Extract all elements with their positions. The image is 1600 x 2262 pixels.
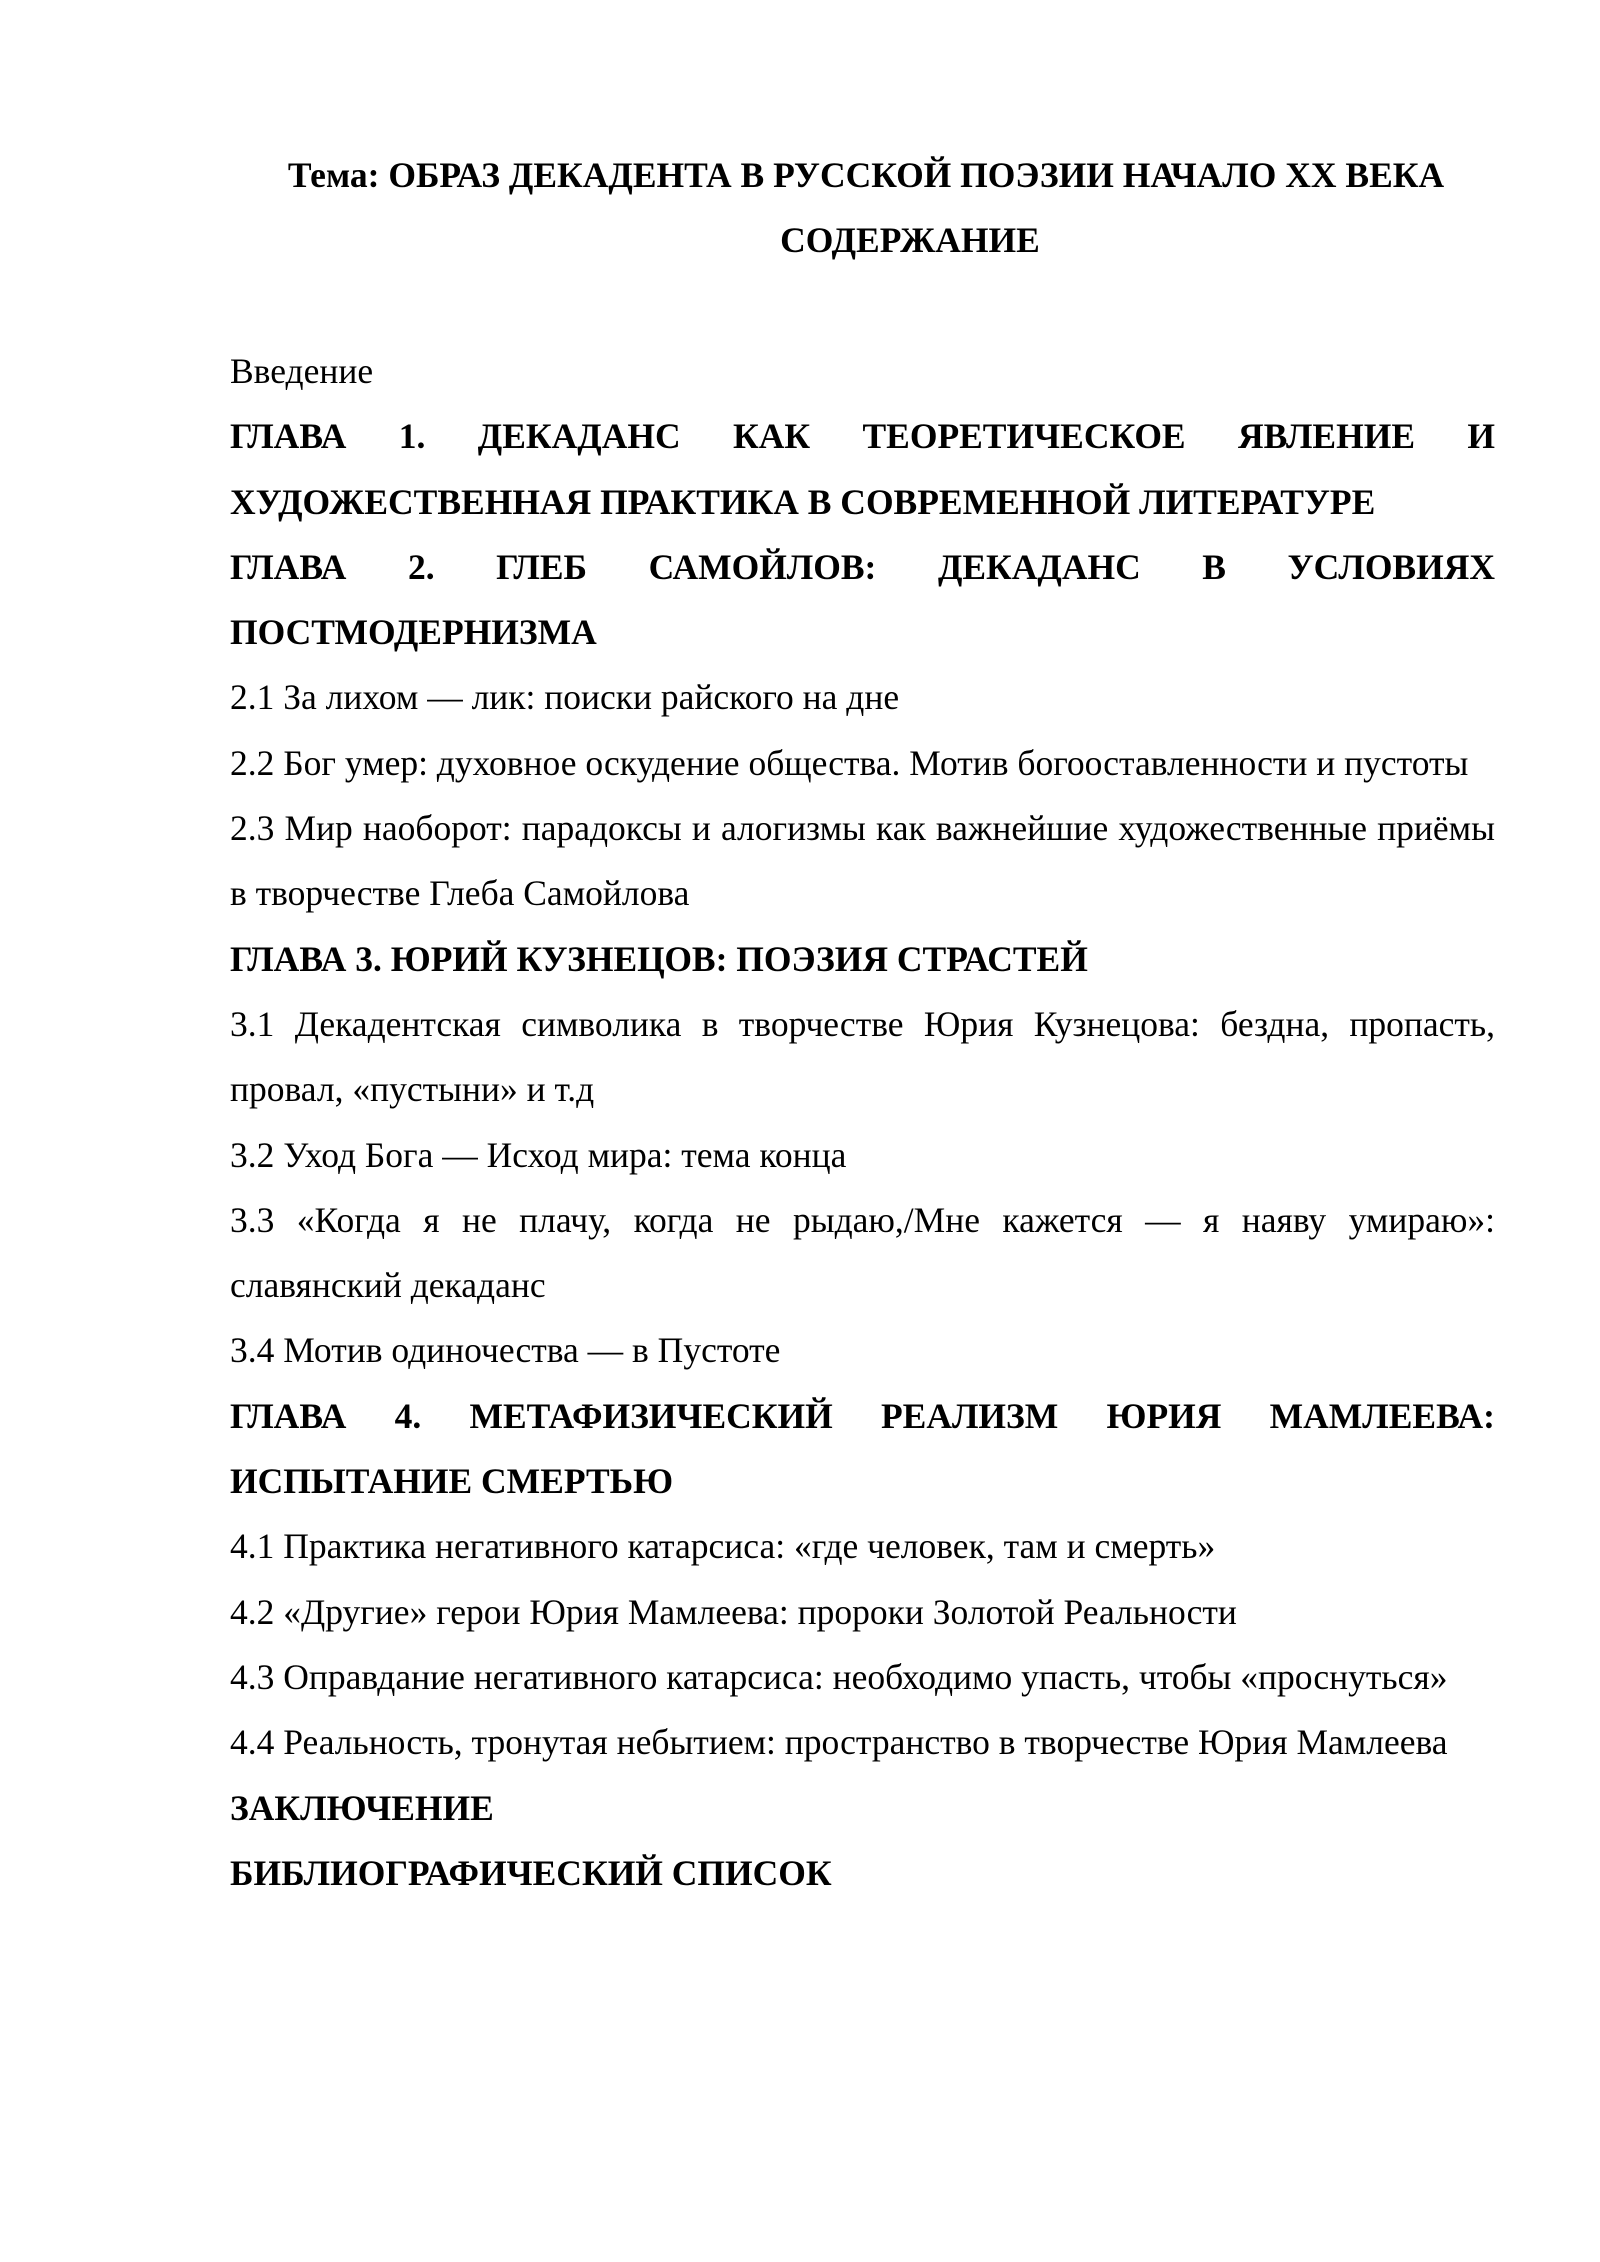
- toc-entry-chapter-1: ГЛАВА 1. ДЕКАДАНС КАК ТЕОРЕТИЧЕСКОЕ ЯВЛЕНИЕ И ХУДОЖЕСТВЕННАЯ ПРАКТИКА В СОВРЕМЕННОЙ ЛИТЕРАТУРЕ: [230, 416, 1495, 522]
- toc-entry-section-2-3: 2.3 Мир наоборот: парадоксы и алогизмы как важнейшие художественные приёмы в творчестве Глеба Самойлова: [230, 808, 1495, 914]
- table-of-contents: [230, 339, 1495, 1906]
- toc-entry-chapter-4: ГЛАВА 4. МЕТАФИЗИЧЕСКИЙ РЕАЛИЗМ ЮРИЯ МАМЛЕЕВА: ИСПЫТАНИЕ СМЕРТЬЮ: [230, 1395, 1495, 1502]
- toc-entry-section-4-2: 4.2 «Другие» герои Юрия Мамлеева: пророки Золотой Реальности: [230, 1591, 1237, 1632]
- toc-entry-chapter-2: ГЛАВА 2. ГЛЕБ САМОЙЛОВ: ДЕКАДАНС В УСЛОВИЯХ ПОСТМОДЕРНИЗМА: [230, 546, 1495, 653]
- toc-entry-conclusion: ЗАКЛЮЧЕНИЕ: [230, 1787, 494, 1828]
- toc-entry-section-4-4: 4.4 Реальность, тронутая небытием: пространство в творчестве Юрия Мамлеева: [230, 1722, 1448, 1763]
- toc-entry-introduction: Введение: [230, 351, 374, 391]
- toc-entry-section-2-1: 2.1 За лихом — лик: поиски райского на дне: [230, 677, 900, 718]
- toc-entry-section-3-1: 3.1 Декадентская символика в творчестве Юрия Кузнецова: бездна, пропасть, провал, «пустыни» и т.д: [230, 1003, 1495, 1110]
- toc-entry-section-3-4: 3.4 Мотив одиночества — в Пустоте: [230, 1330, 781, 1371]
- toc-entry-section-3-3: 3.3 «Когда я не плачу, когда не рыдаю,/Мне кажется — я наяву умираю»: славянский декаданс: [230, 1199, 1495, 1306]
- document-topic: Тема: ОБРАЗ ДЕКАДЕНТА В РУССКОЙ ПОЭЗИИ НАЧАЛО XX ВЕКА: [287, 155, 1445, 195]
- toc-entry-chapter-3: ГЛАВА 3. ЮРИЙ КУЗНЕЦОВ: ПОЭЗИЯ СТРАСТЕЙ: [230, 938, 1088, 979]
- toc-entry-section-4-3: 4.3 Оправдание негативного катарсиса: необходимо упасть, чтобы «проснуться»: [230, 1656, 1448, 1697]
- toc-entry-bibliography: БИБЛИОГРАФИЧЕСКИЙ СПИСОК: [230, 1852, 832, 1893]
- toc-entry-section-2-2: 2.2 Бог умер: духовное оскудение общества. Мотив богооставленности и пустоты: [230, 742, 1469, 783]
- toc-entry-section-3-2: 3.2 Уход Бога — Исход мира: тема конца: [230, 1134, 847, 1175]
- contents-heading: СОДЕРЖАНИЕ: [780, 220, 1040, 260]
- toc-entry-section-4-1: 4.1 Практика негативного катарсиса: «где человек, там и смерть»: [230, 1526, 1216, 1567]
